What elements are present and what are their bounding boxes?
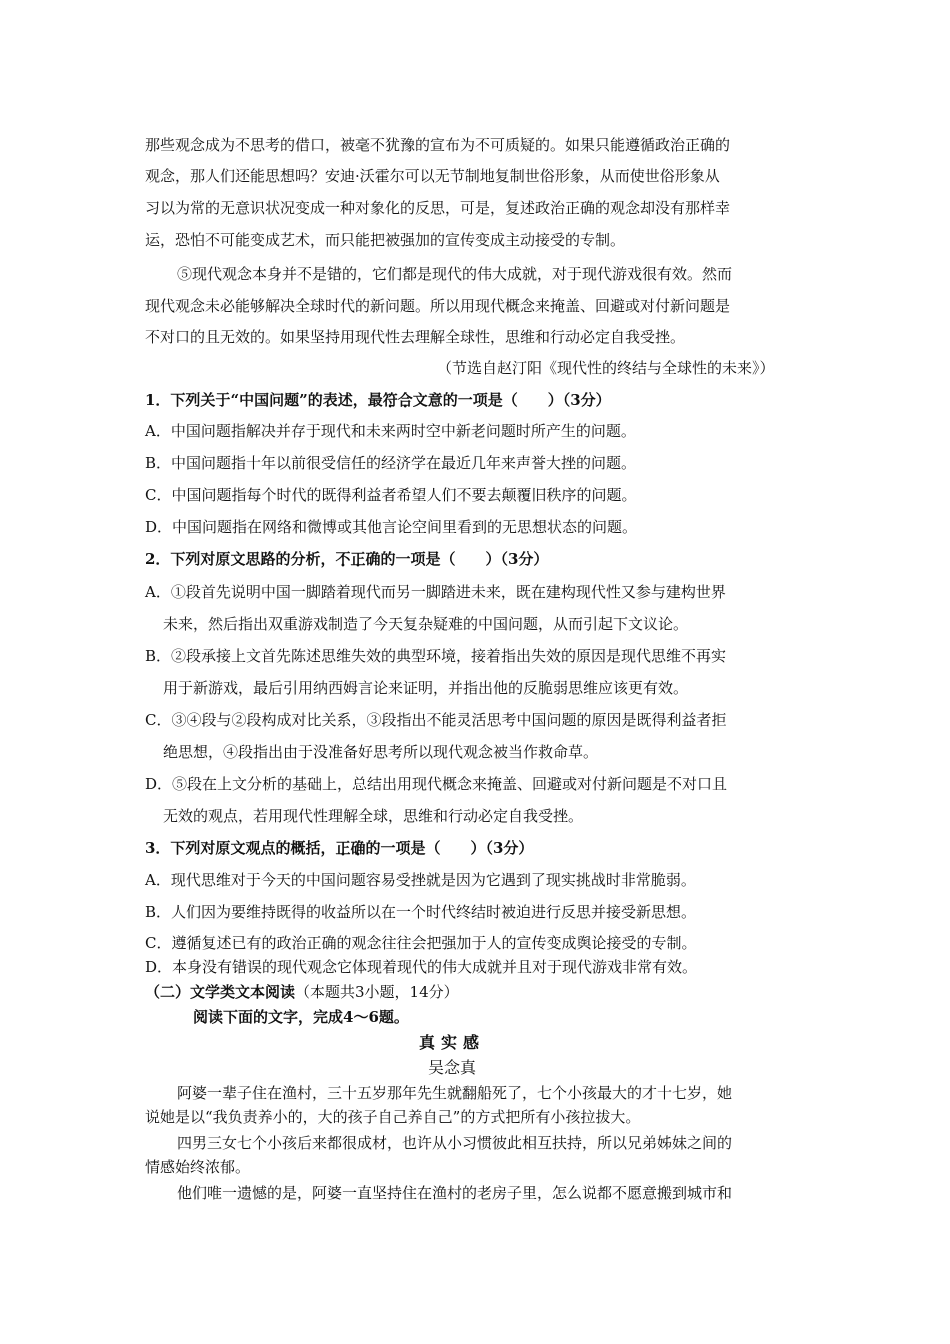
question-2-stem: 2．下列对原文思路的分析，不正确的一项是（ ）（3分）	[145, 550, 549, 568]
section-2-instruction: 阅读下面的文字，完成4～6题。	[193, 1008, 409, 1026]
question-2-option-c-cont: 绝思想，④段指出由于没准备好思考所以现代观念被当作救命草。	[163, 743, 599, 761]
story-line: 他们唯一遗憾的是，阿婆一直坚持住在渔村的老房子里，怎么说都不愿意搬到城市和	[177, 1184, 733, 1202]
story-author: 吴念真	[428, 1058, 477, 1077]
story-line: 阿婆一辈子住在渔村，三十五岁那年先生就翻船死了，七个小孩最大的才十七岁，她	[177, 1084, 733, 1102]
question-2-option-d-cont: 无效的观点，若用现代性理解全球，思维和行动必定自我受挫。	[163, 807, 584, 825]
question-1-stem: 1．下列关于“中国问题”的表述，最符合文意的一项是（ ）（3分）	[145, 391, 611, 409]
question-2-option-a: A．①段首先说明中国一脚踏着现代而另一脚踏进未来，既在建构现代性又参与建构世界	[145, 583, 726, 601]
question-1-option-d: D．中国问题指在网络和微博或其他言论空间里看到的无思想状态的问题。	[145, 518, 638, 536]
question-3-option-a: A．现代思维对于今天的中国问题容易受挫就是因为它遇到了现实挑战时非常脆弱。	[145, 871, 696, 889]
question-3-option-d: D．本身没有错误的现代观念它体现着现代的伟大成就并且对于现代游戏非常有效。	[145, 958, 698, 976]
paragraph-5-line: 不对口的且无效的。如果坚持用现代性去理解全球性，思维和行动必定自我受挫。	[145, 328, 686, 346]
question-1-option-c: C．中国问题指每个时代的既得利益者希望人们不要去颠覆旧秩序的问题。	[145, 486, 637, 504]
story-line: 四男三女七个小孩后来都很成材，也许从小习惯彼此相互扶持，所以兄弟姊妹之间的	[177, 1134, 733, 1152]
question-2-option-c: C．③④段与②段构成对比关系，③段指出不能灵活思考中国问题的原因是既得利益者拒	[145, 711, 727, 729]
story-title: 真实感	[419, 1033, 486, 1052]
story-line: 说她是以“我负责养小的，大的孩子自己养自己”的方式把所有小孩拉拔大。	[145, 1108, 641, 1126]
passage-line: 习以为常的无意识状况变成一种对象化的反思，可是，复述政治正确的观念却没有那样幸	[145, 199, 731, 217]
paragraph-5-line: 现代观念未必能够解决全球时代的新问题。所以用现代概念来掩盖、回避或对付新问题是	[145, 297, 731, 315]
passage-line: 观念，那人们还能思想吗？安迪·沃霍尔可以无节制地复制世俗形象，从而使世俗形象从	[145, 167, 720, 185]
passage-line: 运，恐怕不可能变成艺术，而只能把被强加的宣传变成主动接受的专制。	[145, 231, 626, 249]
question-3-option-b: B．人们因为要维持既得的收益所以在一个时代终结时被迫进行反思并接受新思想。	[145, 903, 697, 921]
source-citation: （节选自赵汀阳《现代性的终结与全球性的未来》）	[437, 359, 775, 377]
passage-line: 那些观念成为不思考的借口，被毫不犹豫的宣布为不可质疑的。如果只能遵循政治正确的	[145, 136, 731, 154]
paragraph-5-line: ⑤现代观念本身并不是错的，它们都是现代的伟大成就，对于现代游戏很有效。然而	[177, 265, 733, 283]
story-line: 情感始终浓郁。	[145, 1158, 251, 1176]
question-2-option-b-cont: 用于新游戏，最后引用纳西姆言论来证明，并指出他的反脆弱思维应该更有效。	[163, 679, 689, 697]
question-2-option-b: B．②段承接上文首先陈述思维失效的典型环境，接着指出失效的原因是现代思维不再实	[145, 647, 727, 665]
question-1-option-b: B．中国问题指十年以前很受信任的经济学在最近几年来声誉大挫的问题。	[145, 454, 637, 472]
section-2-heading: （二）文学类文本阅读（本题共3小题，14分）	[145, 983, 459, 1001]
question-2-option-d: D．⑤段在上文分析的基础上，总结出用现代概念来掩盖、回避或对付新问题是不对口且	[145, 775, 728, 793]
question-3-stem: 3．下列对原文观点的概括，正确的一项是（ ）（3分）	[145, 839, 534, 857]
question-1-option-a: A．中国问题指解决并存于现代和未来两时空中新老问题时所产生的问题。	[145, 422, 636, 440]
question-2-option-a-cont: 未来，然后指出双重游戏制造了今天复杂疑难的中国问题，从而引起下文议论。	[163, 615, 689, 633]
question-3-option-c: C．遵循复述已有的政治正确的观念往往会把强加于人的宣传变成舆论接受的专制。	[145, 934, 697, 952]
